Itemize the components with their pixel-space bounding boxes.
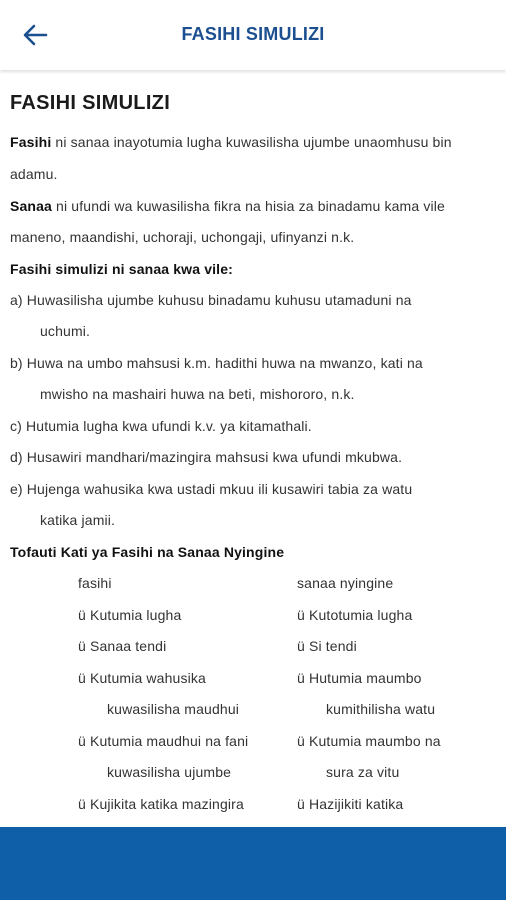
point-e: e) Hujenga wahusika kwa ustadi mkuu ili kusawiri tabia za watu: [10, 481, 413, 497]
definition-fasihi-cont: adamu.: [10, 166, 58, 182]
comparison-left-item: ü Kutumia lugha: [78, 607, 182, 623]
point-b-cont: mwisho na mashairi huwa na beti, mishororo, n.k.: [40, 386, 355, 402]
point-a: a) Huwasilisha ujumbe kuhusu binadamu kuhusu utamaduni na: [10, 292, 412, 308]
term-sanaa: Sanaa: [10, 198, 52, 214]
comparison-left-item: ü Sanaa tendi: [78, 638, 167, 654]
comparison-right-item: ü Kutumia maumbo na: [297, 733, 441, 749]
comparison-right-item: ü Hazijikiti katika: [297, 796, 404, 812]
page-title: FASIHI SIMULIZI: [181, 24, 325, 44]
definition-fasihi-text: ni sanaa inayotumia lugha kuwasilisha ujumbe unaomhusu bin: [51, 134, 452, 150]
point-c: c) Hutumia lugha kwa ufundi k.v. ya kitamathali.: [10, 418, 312, 434]
definition-fasihi: [10, 134, 452, 150]
definition-sanaa-cont: maneno, maandishi, uchoraji, uchongaji, ufinyanzi n.k.: [10, 229, 355, 245]
subheading-tofauti: Tofauti Kati ya Fasihi na Sanaa Nyingine: [10, 544, 285, 560]
comparison-right-item: ü Hutumia maumbo: [297, 670, 422, 686]
point-d: d) Husawiri mandhari/mazingira mahsusi kwa ufundi mkubwa.: [10, 449, 403, 465]
comparison-right-item: ü Si tendi: [297, 638, 357, 654]
point-e-cont: katika jamii.: [40, 512, 116, 528]
comparison-right-item-cont: kumithilisha watu: [326, 701, 436, 717]
app-bar: [0, 0, 506, 70]
comparison-left-item-cont: kuwasilisha maudhui: [107, 701, 240, 717]
definition-sanaa: [10, 198, 445, 214]
comparison-right-item-cont: sura za vitu: [326, 764, 400, 780]
comparison-left-item: ü Kutumia wahusika: [78, 670, 206, 686]
article-heading: FASIHI SIMULIZI: [10, 92, 171, 114]
point-a-cont: uchumi.: [40, 323, 91, 339]
subheading-sanaa-kwa-vile: Fasihi simulizi ni sanaa kwa vile:: [10, 261, 233, 277]
column-header-fasihi: fasihi: [78, 575, 112, 591]
article-content[interactable]: [0, 70, 506, 827]
term-fasihi: Fasihi: [10, 134, 52, 150]
comparison-left-item-cont: kuwasilisha ujumbe: [107, 764, 232, 780]
bottom-banner: [0, 827, 506, 900]
comparison-left-item: ü Kujikita katika mazingira: [78, 796, 244, 812]
point-b: b) Huwa na umbo mahsusi k.m. hadithi huwa na mwanzo, kati na: [10, 355, 423, 371]
comparison-right-item: ü Kutotumia lugha: [297, 607, 413, 623]
column-header-sanaa-nyingine: sanaa nyingine: [297, 575, 394, 591]
comparison-left-item: ü Kutumia maudhui na fani: [78, 733, 249, 749]
definition-sanaa-text: ni ufundi wa kuwasilisha fikra na hisia za binadamu kama vile: [52, 198, 445, 214]
